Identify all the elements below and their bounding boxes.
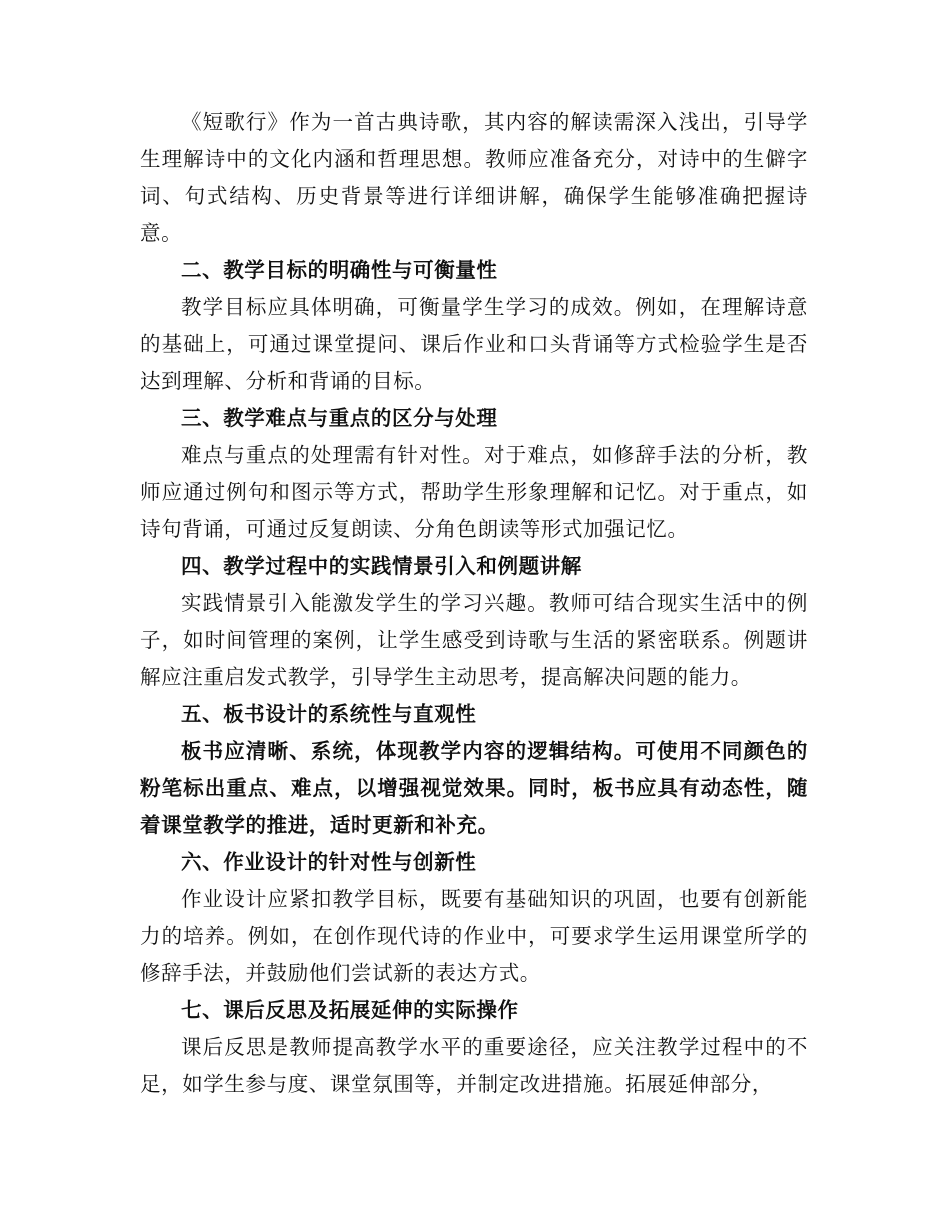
section-heading-practice: 四、教学过程中的实践情景引入和例题讲解 [181,554,582,578]
section-heading-difficulties: 三、教学难点与重点的区分与处理 [181,406,498,430]
section-body-reflection: 课后反思是教师提高教学水平的重要途径，应关注教学过程中的不足，如学生参与度、课堂氛围等，并制定改进措施。拓展延伸部分， [140,1035,808,1096]
section-body-blackboard: 板书应清晰、系统，体现教学内容的逻辑结构。可使用不同颜色的粉笔标出重点、难点，以增强视觉效果。同时，板书应具有动态性，随着课堂教学的推进，适时更新和补充。 [140,739,808,837]
section-heading-homework: 六、作业设计的针对性与创新性 [181,850,477,874]
section-body-difficulties: 难点与重点的处理需有针对性。对于难点，如修辞手法的分析，教师应通过例句和图示等方式，帮助学生形象理解和记忆。对于重点，如诗句背诵，可通过反复朗读、分角色朗读等形式加强记忆。 [140,443,808,541]
section-body-homework: 作业设计应紧扣教学目标，既要有基础知识的巩固，也要有创新能力的培养。例如，在创作现代诗的作业中，可要求学生运用课堂所学的修辞手法，并鼓励他们尝试新的表达方式。 [140,887,808,985]
section-heading-blackboard: 五、板书设计的系统性与直观性 [181,702,477,726]
section-heading-objectives: 二、教学目标的明确性与可衡量性 [181,258,498,282]
section-body-practice: 实践情景引入能激发学生的学习兴趣。教师可结合现实生活中的例子，如时间管理的案例，让学生感受到诗歌与生活的紧密联系。例题讲解应注重启发式教学，引导学生主动思考，提高解决问题的能力。 [140,591,808,689]
section-heading-reflection: 七、课后反思及拓展延伸的实际操作 [181,998,519,1022]
section-body-objectives: 教学目标应具体明确，可衡量学生学习的成效。例如，在理解诗意的基础上，可通过课堂提问、课后作业和口头背诵等方式检验学生是否达到理解、分析和背诵的目标。 [140,295,808,393]
intro-paragraph: 《短歌行》作为一首古典诗歌，其内容的解读需深入浅出，引导学生理解诗中的文化内涵和哲理思想。教师应准备充分，对诗中的生僻字词、句式结构、历史背景等进行详细讲解，确保学生能够准确把握诗意。 [140,110,808,245]
document-page [140,104,808,1103]
